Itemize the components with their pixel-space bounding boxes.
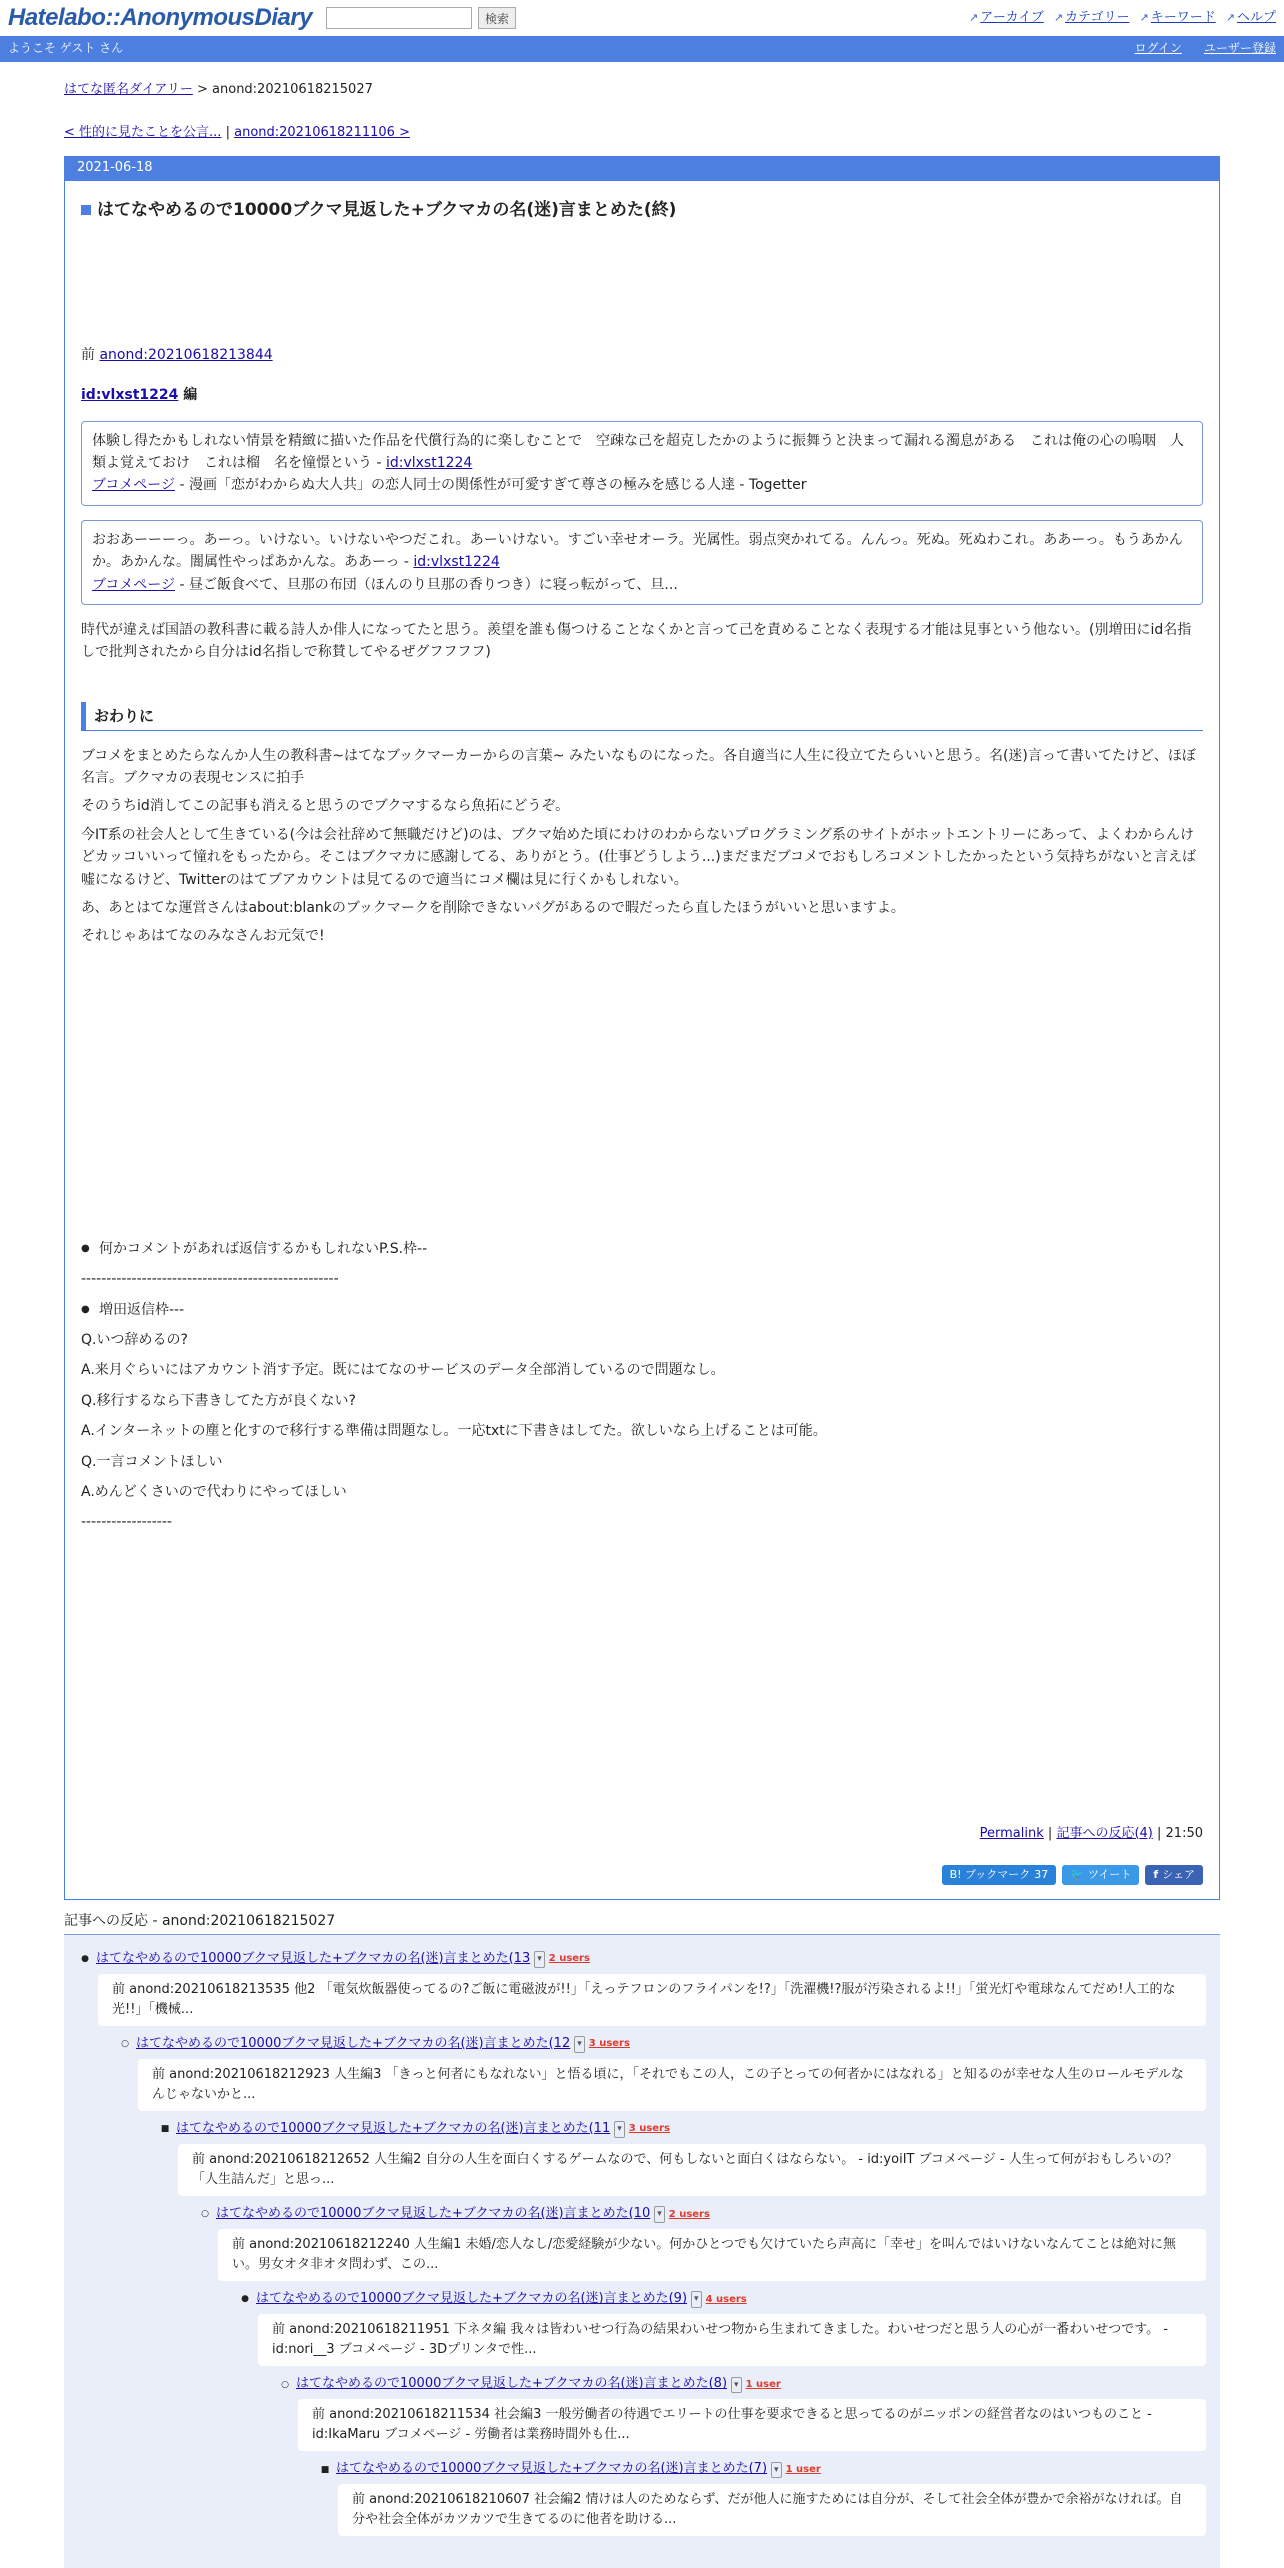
arrow-icon: ↗ <box>1225 10 1235 24</box>
chevron-down-icon[interactable]: ▾ <box>654 2206 665 2222</box>
bookmark-users[interactable]: 1 user <box>745 2378 781 2390</box>
author-line <box>81 384 1203 406</box>
bookmark-users[interactable]: 1 user <box>785 2463 821 2475</box>
prev-ref <box>81 344 1203 366</box>
blank-space <box>81 1534 1203 1824</box>
breadcrumb-home[interactable]: はてな匿名ダイアリー <box>64 82 193 97</box>
reaction-link[interactable]: はてなやめるので10000ブクマ見返した+ブクマカの名(迷)言まとめた(7) <box>336 2461 768 2477</box>
entry-footer <box>81 1824 1203 1845</box>
reaction-title-line <box>318 2459 1206 2480</box>
chevron-down-icon[interactable]: ▾ <box>691 2291 702 2307</box>
section-heading: おわりに <box>81 702 1203 731</box>
answer: A.来月ぐらいにはアカウント消す予定。既にはてなのサービスのデータ全部消しているので問題なし。 <box>81 1362 725 1379</box>
entry-pager <box>64 123 1220 144</box>
facebook-label: シェア <box>1162 1867 1195 1881</box>
chevron-down-icon[interactable]: ▾ <box>614 2121 625 2137</box>
reaction-title-line <box>158 2119 1206 2140</box>
bullet-icon: ○ <box>121 2039 129 2050</box>
reaction-snippet: 前 anond:20210618210607 社会編2 情けは人のためならず、だが他人に施すためには自分が、そして社会全体が豊かで余裕がなければ。自分や社会全体がカツカツで生きてるのに他者を助ける... <box>338 2484 1206 2536</box>
reactions-link[interactable]: 記事への反応(4) <box>1056 1825 1153 1841</box>
chevron-down-icon[interactable]: ▾ <box>771 2462 782 2478</box>
bookmark-page-link[interactable]: ブコメページ <box>92 477 176 494</box>
divider-text: --------------------------------------------------- <box>81 1271 339 1288</box>
answer: A.めんどくさいので代わりにやってほしい <box>81 1483 347 1500</box>
tweet-button[interactable] <box>1062 1865 1139 1885</box>
quote-text: 体験し得たかもしれない情景を精緻に描いた作品を代償行為的に楽しむことで 空疎な己を超克したかのように振舞うと決まって漏れる濁息がある これは俺の心の嗚咽 人類よ覚えておけ これは榴 名を憧憬という - <box>92 432 1184 471</box>
entry-title-text: はてなやめるので10000ブクマ見返した+ブクマカの名(迷)言まとめた(終) <box>97 199 677 220</box>
reaction-snippet: 前 anond:20210618211534 社会編3 一般労働者の待遇でエリートの仕事を要求できると思ってるのがニッポンの経営者なのはいつものこと - id:IkaMaru ブコメページ - 労働者は業務時間外も仕... <box>298 2399 1206 2451</box>
search-input[interactable] <box>326 7 472 29</box>
reaction-item <box>318 2459 1206 2536</box>
paragraph: ブコメをまとめたらなんか人生の教科書~はてなブックマーカーからの言葉~ みたいなものになった。各自適当に人生に役立てたらいいと思う。名(迷)言って書いてたけど、ほぼ名言。ブクマカの表現センスに拍手 <box>81 747 1196 787</box>
reaction-item <box>158 2119 1206 2196</box>
reaction-item <box>238 2289 1206 2366</box>
paragraph: あ、あとはてな運営さんはabout:blankのブックマークを削除できないバグがあるので暇だったら直したほうがいいと思いますよ。 <box>81 900 905 917</box>
day-box <box>64 156 1220 1900</box>
breadcrumb-current: anond:20210618215027 <box>212 82 373 97</box>
author-link[interactable]: id:vlxst1224 <box>81 387 179 404</box>
bookmark-users[interactable]: 3 users <box>628 2123 670 2135</box>
day-date: 2021-06-18 <box>65 157 1219 181</box>
reaction-item <box>198 2204 1206 2281</box>
reaction-snippet: 前 anond:20210618211951 下ネタ編 我々は皆わいせつ行為の結果わいせつ物から生まれてきました。わいせつだと思う人の心が一番わいせつです。 - id:nori__3 ブコメページ - 3Dプリンタで性... <box>258 2314 1206 2366</box>
welcome-text: ようこそ ゲスト さん <box>8 41 124 56</box>
twitter-icon: 🐦 <box>1070 1867 1084 1881</box>
entry-body <box>65 181 1219 1899</box>
paragraph: 時代が違えば国語の教科書に載る詩人か俳人になってたと思う。羨望を誰も傷つけることなくかと言って己を責めることなく表現する才能は見事という他ない。(別増田にid名指しで批判されたから自分はid名指しで称賛してやるぜグフフフフ) <box>81 621 1192 661</box>
bullet-icon: ■ <box>160 2124 170 2135</box>
reaction-snippet: 前 anond:20210618212652 人生編2 自分の人生を面白くするゲームなので、何もしないと面白くはならない。 - id:yoiIT ブコメページ - 人生って何がおもしろいの？ 「人生詰んだ」と思っ... <box>178 2144 1206 2196</box>
paragraph: 今IT系の社会人として生きている(今は会社辞めて無職だけど)のは、ブクマ始めた頃にわけのわからないプログラミング系のサイトがホットエントリーにあって、よくわからんけどカッコいいって憧れをもったから。そこはブクマカに感謝してる、ありがとう。(仕事どうしよう...)まだまだブコメでおもしろコメントしたかったという気持ちがないと言えば嘘になるけど、Twitterのはてブアカウントは見てるので適当にコメ欄は見に行くかもしれない。 <box>81 826 1197 888</box>
nav-category[interactable]: カテゴリー <box>1065 9 1130 25</box>
answer: A.インターネットの塵と化すので移行する準備は問題なし。一応txtに下書きはしてた。欲しいなら上げることは可能。 <box>81 1423 827 1440</box>
reaction-title-line <box>78 1949 1206 1970</box>
reaction-link[interactable]: はてなやめるので10000ブクマ見返した+ブクマカの名(迷)言まとめた(11 <box>176 2121 611 2137</box>
chevron-down-icon[interactable]: ▾ <box>731 2377 742 2393</box>
question: Q.移行するなら下書きしてた方が良くない? <box>81 1392 356 1409</box>
reaction-title-line <box>118 2034 1206 2055</box>
quote-text: おおあーーーっ。あーっ。いけない。いけないやつだこれ。あーいけない。すごい幸せオーラ。光属性。弱点突かれてる。んんっ。死ぬ。死ぬわこれ。ああーっ。もうあかんか。あかんな。闇属性やっぱあかんな。ああーっ - <box>92 531 1183 571</box>
reaction-snippet: 前 anond:20210618212240 人生編1 未婚/恋人なし/恋愛経験が少ない。何かひとつでも欠けていたら声高に「幸せ」を叫んではいけないなんてことは絶対に無い。男女オタ非オタ問わず、この... <box>218 2229 1206 2281</box>
blank-space <box>81 948 1203 1238</box>
login-link[interactable]: ログイン <box>1134 41 1182 56</box>
bullet-icon: ○ <box>281 2379 289 2390</box>
next-entry-link[interactable]: anond:20210618211106 > <box>234 124 410 140</box>
permalink[interactable]: Permalink <box>979 1825 1044 1841</box>
bookmark-count: 37 <box>1034 1867 1049 1881</box>
question: Q.一言コメントほしい <box>81 1453 223 1470</box>
bookmark-users[interactable]: 4 users <box>705 2293 747 2305</box>
bullet-icon: ● <box>241 2294 249 2305</box>
reaction-link[interactable]: はてなやめるので10000ブクマ見返した+ブクマカの名(迷)言まとめた(10 <box>216 2206 651 2222</box>
reaction-snippet: 前 anond:20210618212923 人生編3 「きっと何者にもなれない」と悟る頃に，「それでもこの人，この子とっての何者かにはなれる」と知るのが幸せな人生のロールモデルなんじゃないかと... <box>138 2059 1206 2111</box>
hatena-bookmark-button[interactable] <box>942 1865 1057 1885</box>
reaction-snippet: 前 anond:20210618213535 他2 「電気炊飯器使ってるの?ご飯に電磁波が!!」「えっテフロンのフライパンを!?」「洗濯機!?服が汚染されるよ!!」「蛍光灯や電球なんてだめ!人工的な光!!」「機械... <box>98 1974 1206 2026</box>
bookmark-users[interactable]: 2 users <box>668 2208 710 2220</box>
site-logo[interactable]: Hatelabo::AnonymousDiary <box>8 3 313 31</box>
bullet-icon: ○ <box>201 2209 209 2220</box>
reactions-title: 記事への反応 - anond:20210618215027 <box>64 1910 1220 1935</box>
reaction-title-line <box>198 2204 1206 2225</box>
paragraph: それじゃあはてなのみなさんお元気で! <box>81 928 325 945</box>
reactions-list <box>64 1935 1220 2568</box>
reaction-link[interactable]: はてなやめるので10000ブクマ見返した+ブクマカの名(迷)言まとめた(13 <box>96 1950 531 1966</box>
reaction-title-line <box>278 2374 1206 2395</box>
register-link[interactable]: ユーザー登録 <box>1203 41 1276 56</box>
quote-rest: - 昼ご飯食べて、旦那の布団（ほんのり旦那の香りつき）に寝っ転がって、旦... <box>179 576 678 593</box>
arrow-icon: ↗ <box>1139 10 1149 24</box>
prev-entry-link[interactable]: < 性的に見たことを公言... <box>64 124 222 140</box>
breadcrumb-sep: > <box>196 82 208 97</box>
author-suffix: 編 <box>183 387 198 404</box>
arrow-icon: ↗ <box>1053 10 1064 24</box>
site-header <box>0 0 1284 36</box>
facebook-icon: f <box>1153 1867 1159 1881</box>
nav-archive[interactable]: アーカイブ <box>980 9 1044 25</box>
breadcrumb <box>64 80 1220 101</box>
search-button[interactable]: 検索 <box>478 7 516 29</box>
list-item: ● 何かコメントがあれば返信するかもしれないP.S.枠-- <box>81 1238 1203 1260</box>
quote-box <box>81 520 1203 605</box>
paragraph: そのうちid消してこの記事も消えると思うのでブクマするなら魚拓にどうぞ。 <box>81 798 570 815</box>
reaction-item <box>78 1949 1206 2026</box>
chevron-down-icon[interactable]: ▾ <box>534 1951 545 1967</box>
bookmark-users[interactable]: 2 users <box>548 1953 590 1965</box>
reaction-item <box>118 2034 1206 2111</box>
quote-box <box>81 421 1203 506</box>
share-buttons <box>81 1865 1203 1885</box>
bookmark-page-link[interactable]: ブコメページ <box>92 576 176 593</box>
reaction-link[interactable]: はてなやめるので10000ブクマ見返した+ブクマカの名(迷)言まとめた(8) <box>296 2376 728 2392</box>
prev-ref-link[interactable]: anond:20210618213844 <box>99 346 273 363</box>
reaction-item <box>278 2374 1206 2451</box>
nav-help[interactable]: ヘルプ <box>1236 9 1276 25</box>
chevron-down-icon[interactable]: ▾ <box>574 2036 585 2052</box>
reaction-link[interactable]: はてなやめるので10000ブクマ見返した+ブクマカの名(迷)言まとめた(9) <box>256 2291 688 2307</box>
tweet-label: ツイート <box>1087 1867 1132 1881</box>
question: Q.いつ辞めるの? <box>81 1331 188 1348</box>
quote-user-link[interactable]: id:vlxst1224 <box>385 454 473 471</box>
bookmark-users[interactable]: 3 users <box>588 2038 630 2050</box>
divider-text: ------------------ <box>81 1514 172 1531</box>
bookmark-label: B! ブックマーク <box>949 1867 1031 1881</box>
main-content <box>64 80 1220 2568</box>
user-bar <box>0 36 1284 62</box>
quote-user-link[interactable]: id:vlxst1224 <box>413 554 500 571</box>
bullet-icon: ■ <box>320 2464 330 2475</box>
footer-sep: | <box>1047 1825 1053 1841</box>
quote-rest: - 漫画「恋がわからぬ大人共」の恋人同士の関係性が可愛すぎて尊さの極みを感じる人達 - Togetter <box>179 477 807 494</box>
reaction-link[interactable]: はてなやめるので10000ブクマ見返した+ブクマカの名(迷)言まとめた(12 <box>136 2035 571 2051</box>
square-icon[interactable] <box>81 205 91 215</box>
reaction-title-line <box>238 2289 1206 2310</box>
prev-label: 前 <box>81 346 95 363</box>
bullet-icon: ● <box>81 1954 89 1965</box>
arrow-icon: ↗ <box>969 10 979 24</box>
entry-title <box>81 197 1203 224</box>
top-nav <box>969 8 1276 29</box>
pager-sep: | <box>225 124 230 140</box>
search-form <box>326 7 516 29</box>
nav-keyword[interactable]: キーワード <box>1150 9 1216 25</box>
list-item: ● 増田返信枠--- <box>81 1299 1203 1321</box>
entry-time: | 21:50 <box>1157 1825 1203 1841</box>
facebook-share-button[interactable] <box>1145 1865 1203 1885</box>
